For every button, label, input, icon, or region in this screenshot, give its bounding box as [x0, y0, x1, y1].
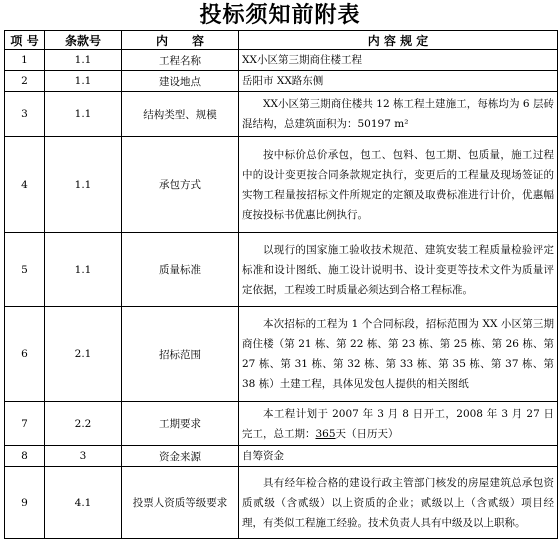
row-content [239, 402, 558, 446]
row-item: 工程名称 [122, 50, 239, 71]
table-header-row [5, 31, 558, 50]
schedule-text: 本工程计划于 2007 年 3 月 8 日开工，2008 年 3 月 27 日完工，总工期： [242, 407, 554, 440]
row-clause: 1.1 [45, 233, 122, 307]
schedule-unit: 天（日历天） [335, 427, 399, 440]
table-row [5, 92, 558, 137]
row-item: 质量标准 [122, 233, 239, 307]
row-no: 1 [5, 50, 45, 71]
row-no: 6 [5, 307, 45, 402]
row-clause: 4.1 [45, 467, 122, 539]
row-item: 承包方式 [122, 137, 239, 233]
table-row [5, 137, 558, 233]
row-item: 投票人资质等级要求 [122, 467, 239, 539]
table-row [5, 446, 558, 467]
row-content: 以现行的国家施工验收技术规范、建筑安装工程质量检验评定标准和设计图纸、施工设计说明书、设计变更等技术文件为质量评定依据，工程竣工时质量必须达到合格工程标准。 [239, 233, 558, 307]
row-clause: 1.1 [45, 50, 122, 71]
row-clause: 2.2 [45, 402, 122, 446]
row-item: 工期要求 [122, 402, 239, 446]
header-item-no: 项 号 [5, 31, 45, 50]
row-item: 结构类型、规模 [122, 92, 239, 137]
tender-notice-table [4, 30, 558, 539]
row-no: 4 [5, 137, 45, 233]
row-content: 岳阳市 XX路东侧 [239, 71, 558, 92]
row-content: 本次招标的工程为 1 个合同标段，招标范围为 XX 小区第三期商住楼（第 21 栋、第 22 栋、第 23 栋、第 25 栋、第 26 栋、第 27 栋、第 31 栋、第 32 栋、第 33 栋、第 35 栋、第 37 栋、第 38 栋）土建工程，具体见发包人提供的相关图纸 [239, 307, 558, 402]
header-content: 内 容 [122, 31, 239, 50]
row-item: 招标范围 [122, 307, 239, 402]
row-no: 2 [5, 71, 45, 92]
row-no: 9 [5, 467, 45, 539]
row-content: XX小区第三期商住楼工程 [239, 50, 558, 71]
row-clause: 1.1 [45, 71, 122, 92]
row-no: 7 [5, 402, 45, 446]
header-provision: 内 容 规 定 [239, 31, 558, 50]
row-item: 建设地点 [122, 71, 239, 92]
row-clause: 1.1 [45, 92, 122, 137]
table-row [5, 402, 558, 446]
row-content: 具有经年检合格的建设行政主管部门核发的房屋建筑总承包资质贰级（含贰级）以上资质的企业；贰级以上（含贰级）项目经理，有类似工程施工经验。技术负责人具有中级及以上职称。 [239, 467, 558, 539]
table-row [5, 50, 558, 71]
page-title: 投标须知前附表 [199, 2, 361, 28]
row-content: 自筹资金 [239, 446, 558, 467]
row-item: 资金来源 [122, 446, 239, 467]
table-row [5, 467, 558, 539]
table-row [5, 307, 558, 402]
row-content: XX小区第三期商住楼共 12 栋工程土建施工，每栋均为 6 层砖混结构，总建筑面积为：50197 m² [239, 92, 558, 137]
row-no: 8 [5, 446, 45, 467]
row-content: 按中标价总价承包，包工、包料、包工期、包质量，施工过程中的设计变更按合同条款规定执行，变更后的工程量及现场签证的实物工程量按招标文件所规定的定额及取费标准进行计价，优惠幅度按投标书优惠比例执行。 [239, 137, 558, 233]
row-clause: 3 [45, 446, 122, 467]
row-clause: 1.1 [45, 137, 122, 233]
header-clause-no: 条款号 [45, 31, 122, 50]
table-row [5, 233, 558, 307]
row-clause: 2.1 [45, 307, 122, 402]
table-row [5, 71, 558, 92]
total-days: 365 [315, 427, 336, 440]
row-no: 3 [5, 92, 45, 137]
row-no: 5 [5, 233, 45, 307]
